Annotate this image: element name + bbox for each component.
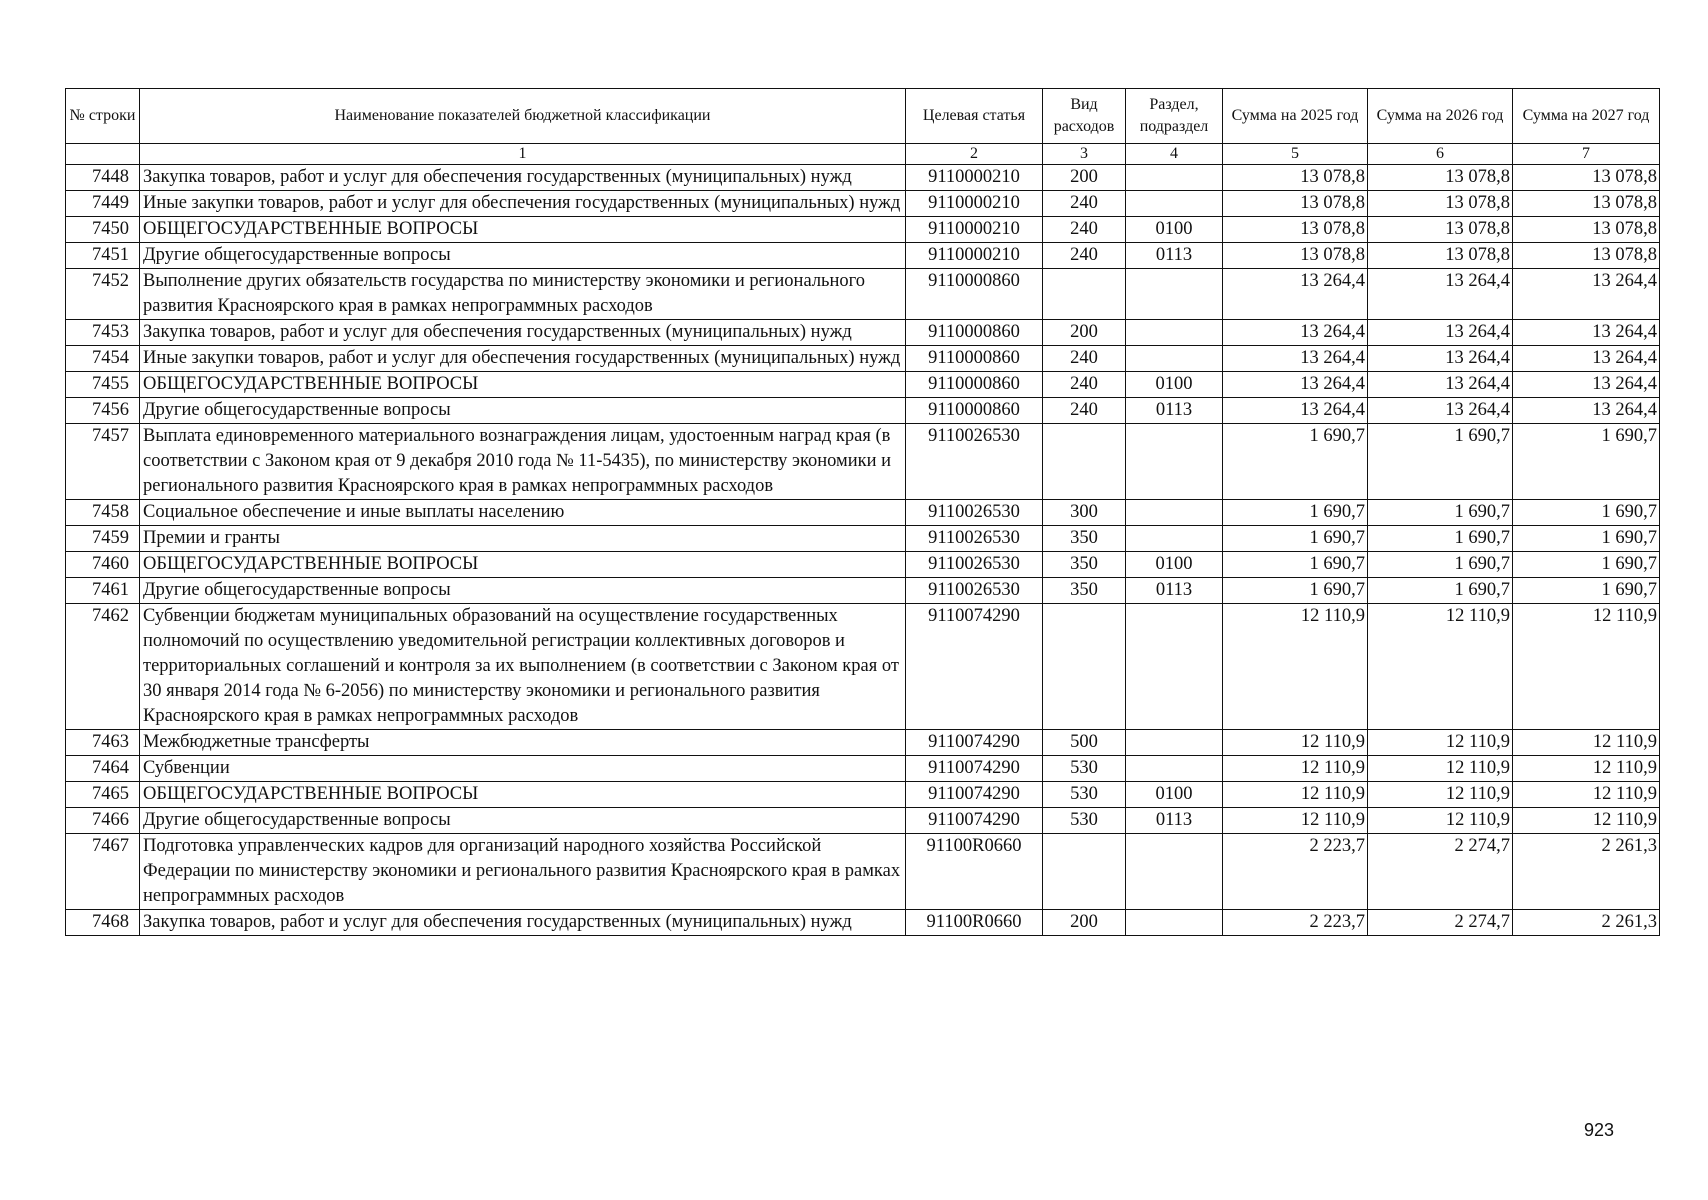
sum-2027-cell: 12 110,9 [1513,730,1660,756]
header-sum-2025: Сумма на 2025 год [1223,89,1368,144]
table-row [66,424,1660,500]
section-subsection-cell [1126,500,1223,526]
indicator-name-cell: Другие общегосударственные вопросы [140,243,906,269]
column-number: 3 [1043,144,1126,165]
row-number-cell: 7467 [66,834,140,910]
target-article-cell: 9110000210 [906,217,1043,243]
target-article-cell: 91100R0660 [906,834,1043,910]
sum-2027-cell: 1 690,7 [1513,526,1660,552]
sum-2027-cell: 1 690,7 [1513,552,1660,578]
target-article-cell: 9110074290 [906,756,1043,782]
expense-type-cell: 200 [1043,320,1126,346]
indicator-name-cell: ОБЩЕГОСУДАРСТВЕННЫЕ ВОПРОСЫ [140,552,906,578]
column-number: 7 [1513,144,1660,165]
sum-2027-cell: 12 110,9 [1513,756,1660,782]
target-article-cell: 9110026530 [906,500,1043,526]
indicator-name-cell: Субвенции бюджетам муниципальных образований на осуществление государственных полномочий по осуществлению уведомительной регистрации коллективных договоров и территориальных соглашений и контроля за их выполнением (в соответствии с Законом края от 30 января 2014 года № 6-2056) по министерству экономики и регионального развития Красноярского края в рамках непрограммных расходов [140,604,906,730]
section-subsection-cell: 0100 [1126,217,1223,243]
column-number: 4 [1126,144,1223,165]
table-row [66,782,1660,808]
row-number-cell: 7466 [66,808,140,834]
sum-2027-cell: 2 261,3 [1513,834,1660,910]
sum-2027-cell: 12 110,9 [1513,782,1660,808]
sum-2025-cell: 13 264,4 [1223,320,1368,346]
row-number-cell: 7448 [66,165,140,191]
sum-2027-cell: 13 264,4 [1513,346,1660,372]
expense-type-cell: 350 [1043,526,1126,552]
header-row-no: № строки [66,89,140,144]
sum-2025-cell: 13 264,4 [1223,269,1368,320]
section-subsection-cell [1126,834,1223,910]
expense-type-cell: 530 [1043,756,1126,782]
indicator-name-cell: Выполнение других обязательств государства по министерству экономики и регионального развития Красноярского края в рамках непрограммных расходов [140,269,906,320]
sum-2027-cell: 13 078,8 [1513,165,1660,191]
sum-2025-cell: 1 690,7 [1223,500,1368,526]
section-subsection-cell [1126,191,1223,217]
table-row [66,191,1660,217]
row-number-cell: 7463 [66,730,140,756]
section-subsection-cell: 0113 [1126,243,1223,269]
table-row [66,320,1660,346]
row-number-cell: 7462 [66,604,140,730]
target-article-cell: 9110000210 [906,191,1043,217]
sum-2027-cell: 2 261,3 [1513,910,1660,936]
sum-2025-cell: 13 078,8 [1223,165,1368,191]
column-number [66,144,140,165]
sum-2025-cell: 12 110,9 [1223,756,1368,782]
expense-type-cell [1043,604,1126,730]
table-row [66,808,1660,834]
section-subsection-cell: 0113 [1126,808,1223,834]
target-article-cell: 9110000860 [906,269,1043,320]
target-article-cell: 9110000860 [906,320,1043,346]
target-article-cell: 9110000860 [906,372,1043,398]
table-row [66,398,1660,424]
expense-type-cell: 240 [1043,372,1126,398]
sum-2026-cell: 1 690,7 [1368,500,1513,526]
indicator-name-cell: Закупка товаров, работ и услуг для обеспечения государственных (муниципальных) нужд [140,165,906,191]
row-number-cell: 7464 [66,756,140,782]
sum-2026-cell: 12 110,9 [1368,730,1513,756]
indicator-name-cell: Выплата единовременного материального вознаграждения лицам, удостоенным наград края (в соответствии с Законом края от 9 декабря 2010 года № 11-5435), по министерству экономики и регионального развития Красноярского края в рамках непрограммных расходов [140,424,906,500]
sum-2026-cell: 12 110,9 [1368,782,1513,808]
sum-2026-cell: 1 690,7 [1368,526,1513,552]
sum-2025-cell: 13 264,4 [1223,398,1368,424]
table-row [66,526,1660,552]
sum-2025-cell: 12 110,9 [1223,604,1368,730]
section-subsection-cell [1126,346,1223,372]
sum-2025-cell: 1 690,7 [1223,552,1368,578]
sum-2026-cell: 13 264,4 [1368,372,1513,398]
section-subsection-cell: 0100 [1126,782,1223,808]
target-article-cell: 9110000210 [906,243,1043,269]
table-body [66,165,1660,936]
expense-type-cell: 350 [1043,578,1126,604]
target-article-cell: 9110000210 [906,165,1043,191]
sum-2027-cell: 1 690,7 [1513,578,1660,604]
sum-2026-cell: 13 078,8 [1368,165,1513,191]
table-row [66,756,1660,782]
sum-2026-cell: 2 274,7 [1368,910,1513,936]
table-row [66,730,1660,756]
table-row [66,217,1660,243]
section-subsection-cell [1126,526,1223,552]
sum-2025-cell: 2 223,7 [1223,910,1368,936]
section-subsection-cell: 0100 [1126,552,1223,578]
expense-type-cell: 240 [1043,243,1126,269]
section-subsection-cell [1126,604,1223,730]
expense-type-cell [1043,834,1126,910]
sum-2025-cell: 13 264,4 [1223,372,1368,398]
column-number-row [66,144,1660,165]
column-number: 2 [906,144,1043,165]
sum-2027-cell: 13 264,4 [1513,372,1660,398]
row-number-cell: 7460 [66,552,140,578]
sum-2026-cell: 1 690,7 [1368,552,1513,578]
sum-2026-cell: 13 078,8 [1368,191,1513,217]
indicator-name-cell: Субвенции [140,756,906,782]
indicator-name-cell: ОБЩЕГОСУДАРСТВЕННЫЕ ВОПРОСЫ [140,217,906,243]
expense-type-cell: 530 [1043,808,1126,834]
target-article-cell: 9110074290 [906,782,1043,808]
sum-2026-cell: 1 690,7 [1368,578,1513,604]
indicator-name-cell: Закупка товаров, работ и услуг для обеспечения государственных (муниципальных) нужд [140,320,906,346]
indicator-name-cell: Закупка товаров, работ и услуг для обеспечения государственных (муниципальных) нужд [140,910,906,936]
budget-table [65,88,1660,936]
target-article-cell: 9110000860 [906,346,1043,372]
row-number-cell: 7457 [66,424,140,500]
sum-2027-cell: 13 078,8 [1513,191,1660,217]
indicator-name-cell: Иные закупки товаров, работ и услуг для обеспечения государственных (муниципальных) нужд [140,346,906,372]
indicator-name-cell: ОБЩЕГОСУДАРСТВЕННЫЕ ВОПРОСЫ [140,372,906,398]
sum-2027-cell: 13 264,4 [1513,398,1660,424]
expense-type-cell [1043,424,1126,500]
indicator-name-cell: Другие общегосударственные вопросы [140,808,906,834]
table-row [66,578,1660,604]
sum-2027-cell: 1 690,7 [1513,500,1660,526]
table-row [66,165,1660,191]
sum-2025-cell: 12 110,9 [1223,808,1368,834]
target-article-cell: 91100R0660 [906,910,1043,936]
section-subsection-cell [1126,320,1223,346]
row-number-cell: 7449 [66,191,140,217]
sum-2026-cell: 1 690,7 [1368,424,1513,500]
table-row [66,910,1660,936]
row-number-cell: 7454 [66,346,140,372]
target-article-cell: 9110026530 [906,526,1043,552]
row-number-cell: 7468 [66,910,140,936]
sum-2025-cell: 13 078,8 [1223,191,1368,217]
sum-2026-cell: 13 264,4 [1368,269,1513,320]
column-number: 1 [140,144,906,165]
expense-type-cell: 200 [1043,910,1126,936]
sum-2026-cell: 12 110,9 [1368,604,1513,730]
sum-2027-cell: 13 078,8 [1513,217,1660,243]
target-article-cell: 9110074290 [906,604,1043,730]
section-subsection-cell: 0113 [1126,398,1223,424]
row-number-cell: 7451 [66,243,140,269]
sum-2027-cell: 13 264,4 [1513,320,1660,346]
section-subsection-cell [1126,756,1223,782]
table-row [66,834,1660,910]
sum-2027-cell: 12 110,9 [1513,808,1660,834]
table-row [66,604,1660,730]
header-target: Целевая статья [906,89,1043,144]
sum-2026-cell: 12 110,9 [1368,756,1513,782]
table-row [66,552,1660,578]
target-article-cell: 9110026530 [906,578,1043,604]
row-number-cell: 7450 [66,217,140,243]
expense-type-cell: 240 [1043,398,1126,424]
sum-2026-cell: 12 110,9 [1368,808,1513,834]
indicator-name-cell: Другие общегосударственные вопросы [140,578,906,604]
row-number-cell: 7456 [66,398,140,424]
header-name: Наименование показателей бюджетной классификации [140,89,906,144]
row-number-cell: 7455 [66,372,140,398]
target-article-cell: 9110026530 [906,552,1043,578]
header-sum-2026: Сумма на 2026 год [1368,89,1513,144]
indicator-name-cell: Другие общегосударственные вопросы [140,398,906,424]
table-row [66,500,1660,526]
expense-type-cell [1043,269,1126,320]
header-section: Раздел, подраздел [1126,89,1223,144]
sum-2025-cell: 1 690,7 [1223,526,1368,552]
expense-type-cell: 200 [1043,165,1126,191]
sum-2025-cell: 13 264,4 [1223,346,1368,372]
expense-type-cell: 500 [1043,730,1126,756]
sum-2025-cell: 1 690,7 [1223,578,1368,604]
expense-type-cell: 530 [1043,782,1126,808]
table-row [66,269,1660,320]
indicator-name-cell: Подготовка управленческих кадров для организаций народного хозяйства Российской Федерации по министерству экономики и регионального развития Красноярского края в рамках непрограммных расходов [140,834,906,910]
sum-2026-cell: 13 264,4 [1368,346,1513,372]
row-number-cell: 7459 [66,526,140,552]
section-subsection-cell [1126,910,1223,936]
row-number-cell: 7453 [66,320,140,346]
page-number: 923 [1583,1120,1614,1140]
section-subsection-cell: 0100 [1126,372,1223,398]
sum-2026-cell: 13 264,4 [1368,398,1513,424]
header-row [66,89,1660,144]
column-number: 6 [1368,144,1513,165]
header-expense-type: Вид расходов [1043,89,1126,144]
sum-2026-cell: 13 078,8 [1368,217,1513,243]
row-number-cell: 7458 [66,500,140,526]
sum-2025-cell: 13 078,8 [1223,243,1368,269]
indicator-name-cell: Премии и гранты [140,526,906,552]
indicator-name-cell: Иные закупки товаров, работ и услуг для обеспечения государственных (муниципальных) нужд [140,191,906,217]
section-subsection-cell [1126,730,1223,756]
header-sum-2027: Сумма на 2027 год [1513,89,1660,144]
row-number-cell: 7461 [66,578,140,604]
section-subsection-cell [1126,165,1223,191]
section-subsection-cell: 0113 [1126,578,1223,604]
sum-2025-cell: 1 690,7 [1223,424,1368,500]
section-subsection-cell [1126,269,1223,320]
sum-2025-cell: 12 110,9 [1223,782,1368,808]
table-row [66,243,1660,269]
row-number-cell: 7452 [66,269,140,320]
sum-2027-cell: 12 110,9 [1513,604,1660,730]
expense-type-cell: 300 [1043,500,1126,526]
sum-2027-cell: 13 078,8 [1513,243,1660,269]
row-number-cell: 7465 [66,782,140,808]
target-article-cell: 9110026530 [906,424,1043,500]
section-subsection-cell [1126,424,1223,500]
indicator-name-cell: Социальное обеспечение и иные выплаты населению [140,500,906,526]
target-article-cell: 9110000860 [906,398,1043,424]
expense-type-cell: 240 [1043,191,1126,217]
column-number: 5 [1223,144,1368,165]
sum-2027-cell: 1 690,7 [1513,424,1660,500]
target-article-cell: 9110074290 [906,730,1043,756]
sum-2025-cell: 2 223,7 [1223,834,1368,910]
sum-2025-cell: 12 110,9 [1223,730,1368,756]
sum-2026-cell: 13 078,8 [1368,243,1513,269]
sum-2026-cell: 2 274,7 [1368,834,1513,910]
indicator-name-cell: Межбюджетные трансферты [140,730,906,756]
sum-2027-cell: 13 264,4 [1513,269,1660,320]
sum-2025-cell: 13 078,8 [1223,217,1368,243]
indicator-name-cell: ОБЩЕГОСУДАРСТВЕННЫЕ ВОПРОСЫ [140,782,906,808]
expense-type-cell: 240 [1043,346,1126,372]
table-row [66,346,1660,372]
sum-2026-cell: 13 264,4 [1368,320,1513,346]
table-row [66,372,1660,398]
expense-type-cell: 240 [1043,217,1126,243]
expense-type-cell: 350 [1043,552,1126,578]
target-article-cell: 9110074290 [906,808,1043,834]
